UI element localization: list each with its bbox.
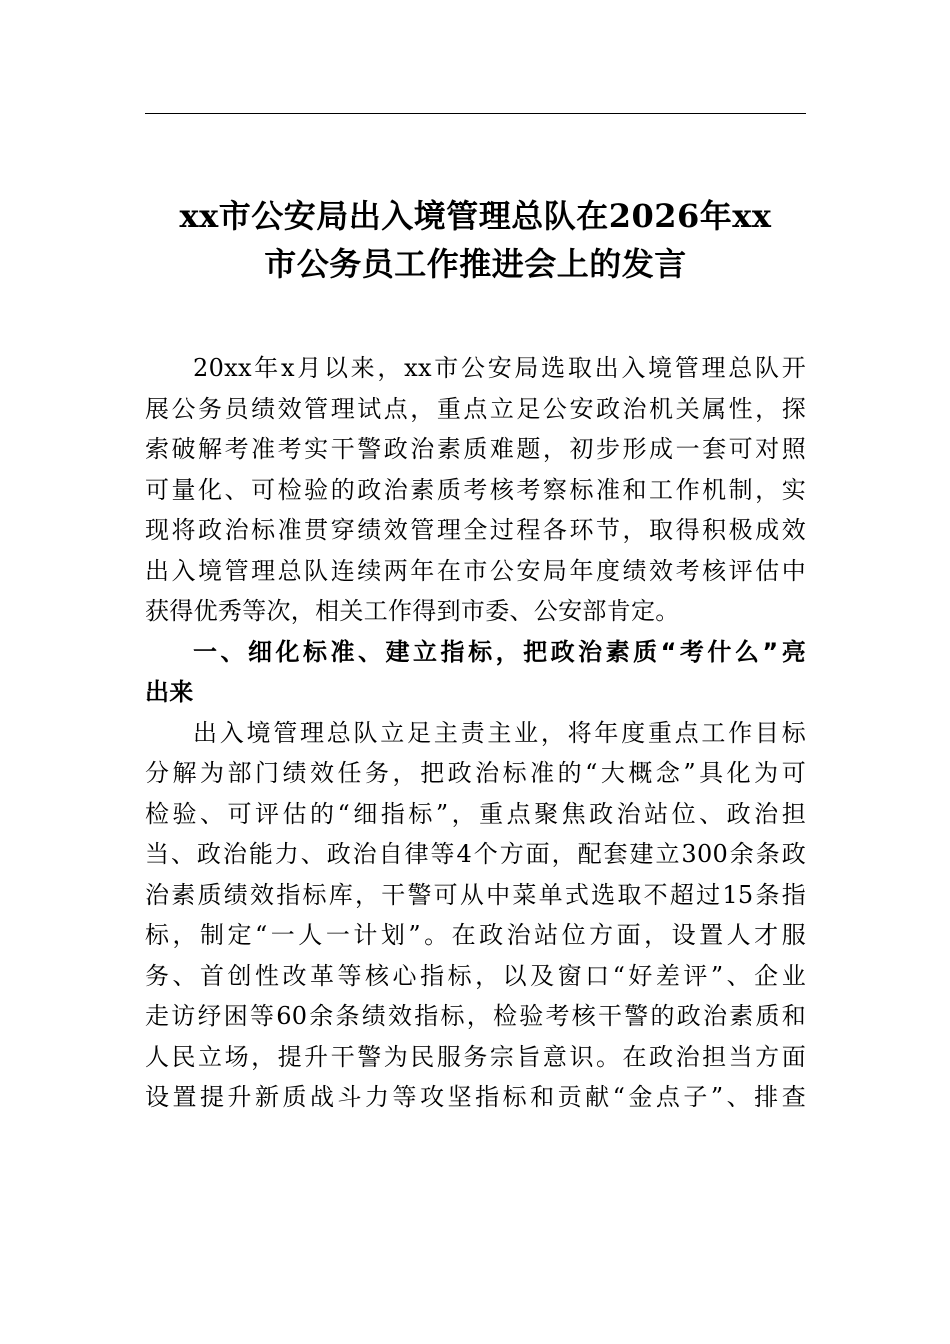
paragraph-line: 展公务员绩效管理试点，重点立足公安政治机关属性，探	[145, 394, 806, 423]
paragraph-line: 人民立场，提升干警为民服务宗旨意识。在政治担当方面	[145, 1042, 806, 1071]
paragraph-line: 走访纾困等60余条绩效指标，检验考核干警的政治素质和	[145, 1002, 806, 1030]
document-body	[145, 348, 806, 1118]
paragraph-line: 标，制定“一人一计划”。在政治站位方面，设置人才服	[145, 921, 806, 949]
document-title	[145, 192, 806, 288]
paragraph-line: 现将政治标准贯穿绩效管理全过程各环节，取得积极成效	[145, 516, 806, 544]
header-rule	[145, 113, 806, 114]
paragraph-line: 可量化、可检验的政治素质考核考察标准和工作机制，实	[145, 475, 806, 504]
section-heading-line: 出来	[145, 678, 194, 706]
title-line: xx市公安局出入境管理总队在2026年xx	[179, 197, 772, 235]
section-heading-line: 一、细化标准、建立指标，把政治素质“考什么”亮	[193, 637, 806, 666]
paragraph-line: 20xx年x月以来，xx市公安局选取出入境管理总队开	[193, 354, 806, 382]
paragraph-line: 检验、可评估的“细指标”，重点聚焦政治站位、政治担	[145, 799, 806, 828]
paragraph-line: 出入境管理总队连续两年在市公安局年度绩效考核评估中	[145, 556, 806, 585]
paragraph-line: 出入境管理总队立足主责主业，将年度重点工作目标	[193, 718, 806, 747]
title-line: 市公务员工作推进会上的发言	[264, 245, 687, 283]
paragraph-line: 治素质绩效指标库，干警可从中菜单式选取不超过15条指	[145, 880, 806, 909]
paragraph-line: 索破解考准考实干警政治素质难题，初步形成一套可对照	[145, 435, 806, 463]
paragraph-line: 获得优秀等次，相关工作得到市委、公安部肯定。	[145, 597, 680, 625]
paragraph-line: 设置提升新质战斗力等攻坚指标和贡献“金点子”、排查	[145, 1083, 806, 1111]
paragraph-line: 当、政治能力、政治自律等4个方面，配套建立300余条政	[145, 840, 806, 868]
paragraph-line: 分解为部门绩效任务，把政治标准的“大概念”具化为可	[145, 759, 806, 787]
paragraph-line: 务、首创性改革等核心指标，以及窗口“好差评”、企业	[145, 961, 806, 990]
